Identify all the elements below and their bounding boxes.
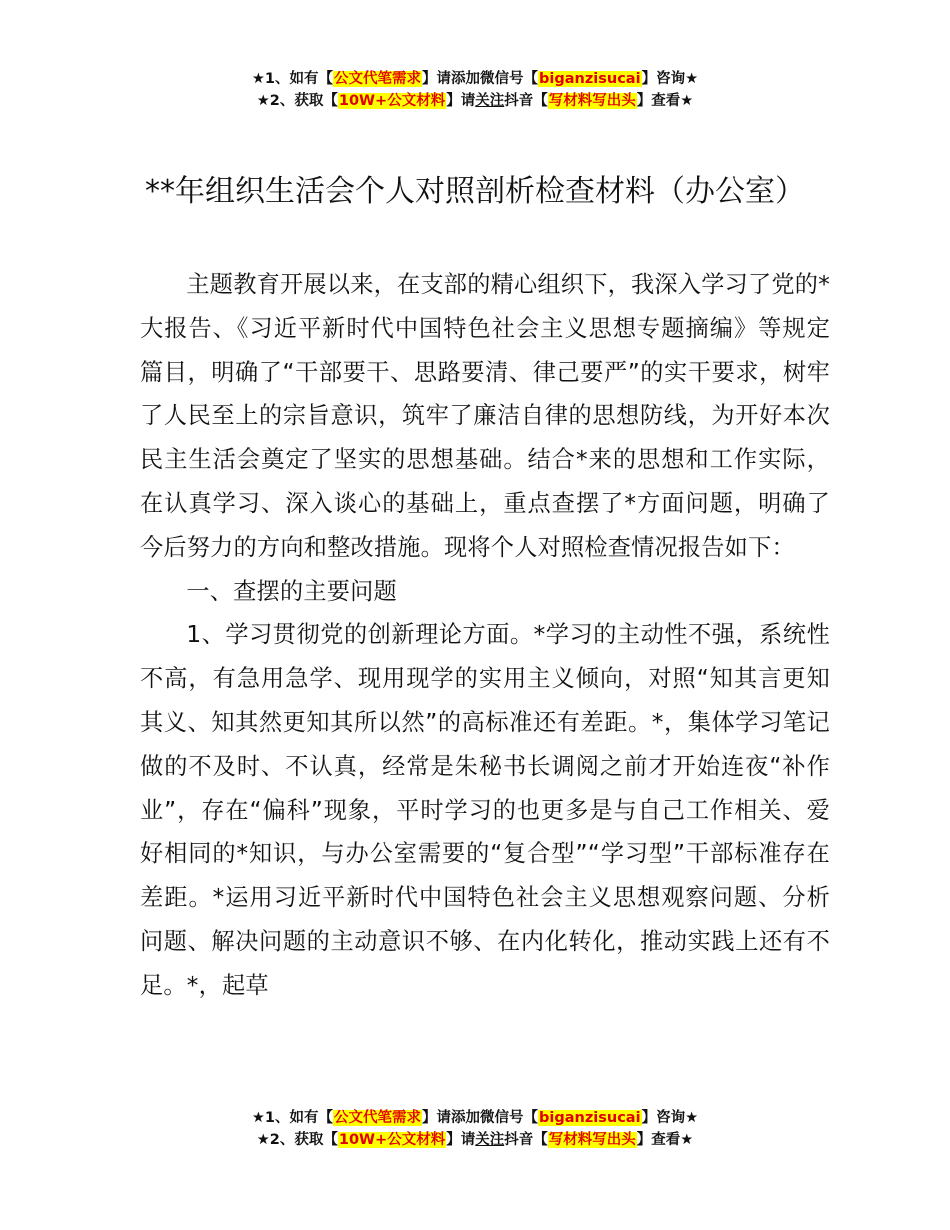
banner-text: ★1、如有【 [251, 1110, 334, 1126]
header-banner [0, 68, 950, 112]
highlight-text: 公文代笔需求 [334, 1110, 422, 1126]
wechat-id-highlight: biganzisucai [539, 1110, 641, 1126]
highlight-text: 10W+公文材料 [338, 93, 446, 109]
banner-text: 】请 [446, 1132, 476, 1148]
banner-text: 】请添加微信号【 [422, 71, 539, 87]
banner-line-1 [0, 68, 950, 90]
highlight-text: 写材料写出头 [548, 1132, 636, 1148]
paragraph-intro: 主题教育开展以来，在支部的精心组织下，我深入学习了党的*大报告、《习近平新时代中国特色社会主义思想专题摘编》等规定篇目，明确了“干部要干、思路要清、律己要严”的实干要求，树牢了人民至上的宗旨意识，筑牢了廉洁自律的思想防线，为开好本次民主生活会奠定了坚实的思想基础。结合*来的思想和工作实际，在认真学习、深入谈心的基础上，重点查摆了*方面问题，明确了今后努力的方向和整改措施。现将个人对照检查情况报告如下： [140, 271, 830, 561]
highlight-text: 10W+公文材料 [338, 1132, 446, 1148]
banner-text: 】请 [446, 93, 476, 109]
banner-line-1 [0, 1107, 950, 1129]
underlined-text: 关注 [475, 1132, 505, 1148]
footer-banner [0, 1107, 950, 1151]
section-heading: 一、查摆的主要问题 [186, 577, 397, 605]
banner-text: 】咨询★ [641, 71, 699, 87]
banner-text: ★1、如有【 [251, 71, 334, 87]
highlight-text: 公文代笔需求 [334, 71, 422, 87]
banner-text: ★2、获取【 [256, 93, 338, 109]
banner-text: 】查看★ [636, 93, 694, 109]
banner-text: 抖音【 [504, 93, 548, 109]
paragraph-item-1: 1、学习贯彻党的创新理论方面。*学习的主动性不强，系统性不高，有急用急学、现用现学的实用主义倾向，对照“知其言更知其义、知其然更知其所以然”的高标准还有差距。*，集体学习笔记做的不及时、不认真，经常是朱秘书长调阅之前才开始连夜“补作业”，存在“偏科”现象，平时学习的也更多是与自己工作相关、爱好相同的*知识，与办公室需要的“复合型”“学习型”干部标准存在差距。*运用习近平新时代中国特色社会主义思想观察问题、分析问题、解决问题的主动意识不够、在内化转化，推动实践上还有不足。*，起草 [140, 621, 830, 999]
highlight-text: 写材料写出头 [548, 93, 636, 109]
banner-text: ★2、获取【 [256, 1132, 338, 1148]
banner-text: 】请添加微信号【 [422, 1110, 539, 1126]
underlined-text: 关注 [475, 93, 505, 109]
banner-text: 】查看★ [636, 1132, 694, 1148]
wechat-id-highlight: biganzisucai [539, 71, 641, 87]
document-body [140, 263, 830, 1008]
document-title: **年组织生活会个人对照剖析检查材料（办公室） [145, 174, 805, 209]
banner-text: 】咨询★ [641, 1110, 699, 1126]
banner-line-2 [0, 1129, 950, 1151]
banner-text: 抖音【 [504, 1132, 548, 1148]
banner-line-2 [0, 90, 950, 112]
